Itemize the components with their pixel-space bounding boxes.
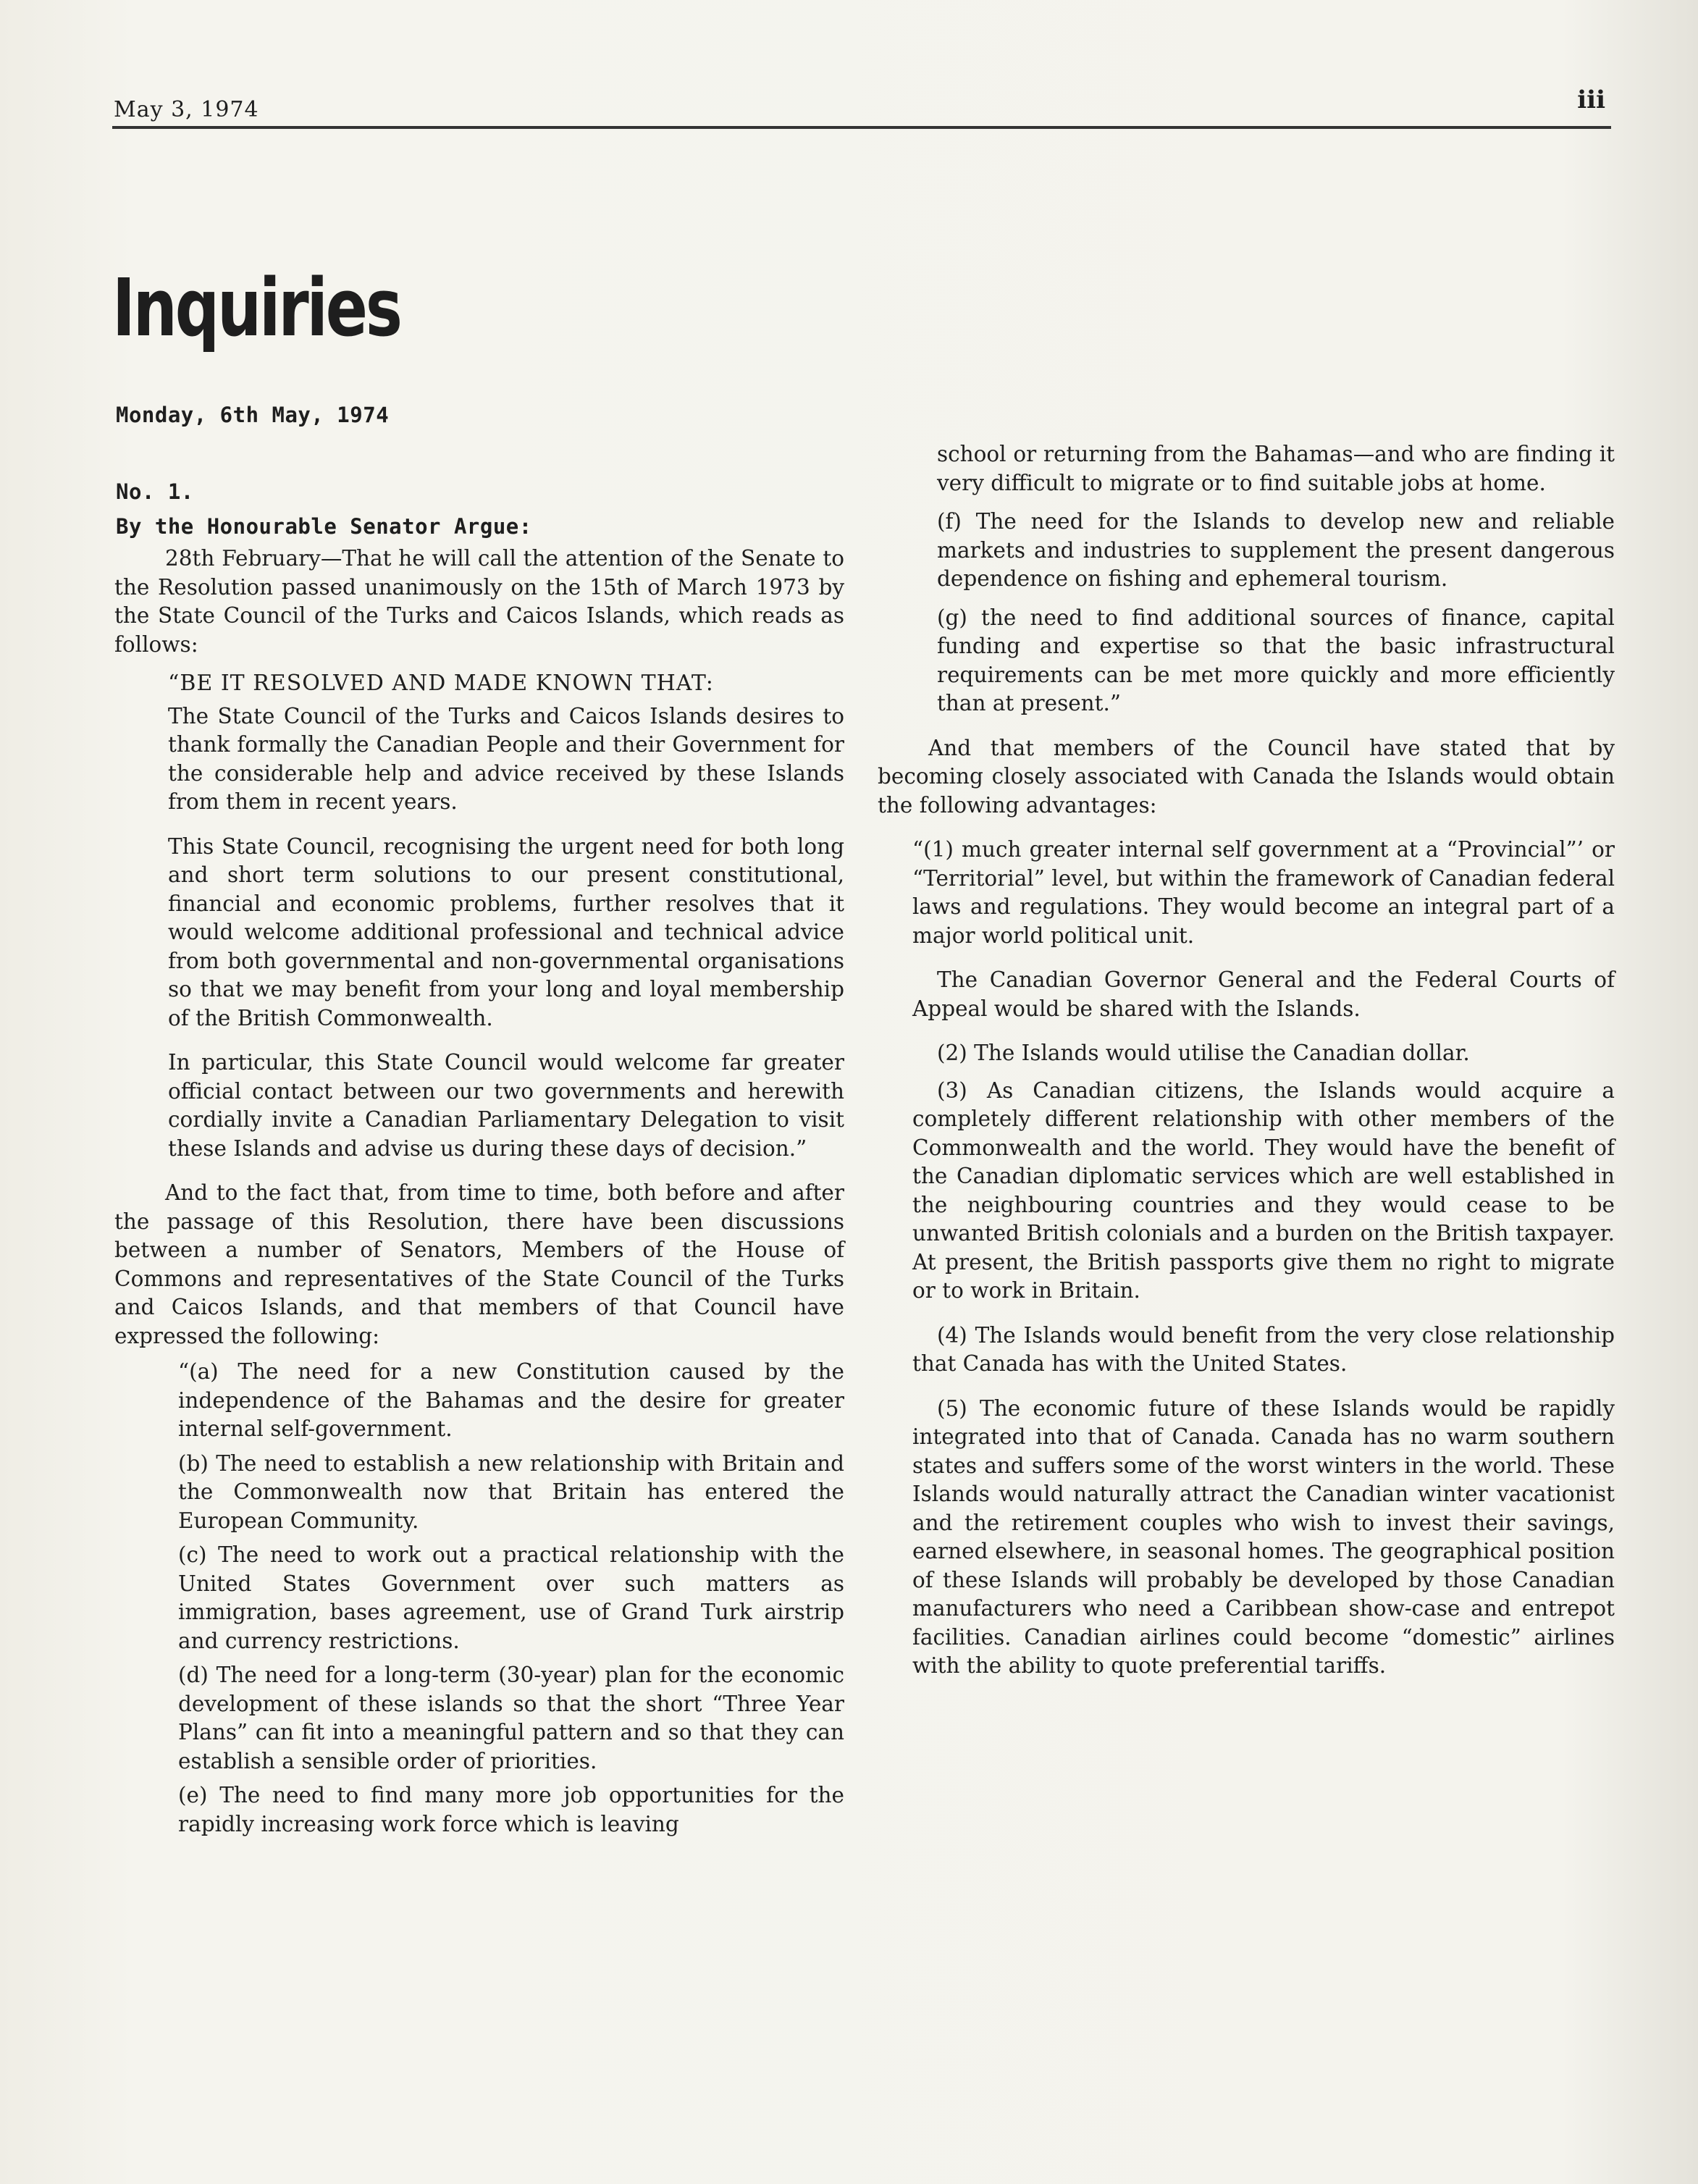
item-f: (f) The need for the Islands to develop new and reliable markets and industries to supplement the present dangerous dependence on fishing and ephemeral tourism. xyxy=(937,509,1615,591)
item-d: (d) The need for a long-term (30-year) plan for the economic development of these islands so that the short “Three Year Plans” can fit into a meaningful pattern and so that they can establish a sensible order of priorities. xyxy=(178,1663,844,1773)
sitting-date: Monday, 6th May, 1974 xyxy=(116,403,390,427)
item-g: (g) the need to find additional sources of finance, capital funding and expertise so that the basic infrastructural requirements can be met more quickly and more efficiently than at present.” xyxy=(937,605,1615,715)
inquiry-number: No. 1. xyxy=(116,479,194,504)
item-e: (e) The need to find many more job opportunities for the rapidly increasing work force which is leaving xyxy=(178,1783,844,1836)
intro-paragraph: 28th February—That he will call the attention of the Senate to the Resolution passed unanimously on the 15th of March 1973 by the State Council of the Turks and Caicos Islands, which reads as follows: xyxy=(114,546,844,657)
advantage-5: (5) The economic future of these Islands would be rapidly integrated into that of Canada. Canada has no warm southern states and suffers some of the worst winters in the world. These Islands would naturally attract the Canadian winter vacationist and the retirement couples who wish to invest their savings, earned elsewhere, in seasonal homes. The geographical position of these Islands will probably be developed by those Canadian manufacturers who need a Caribbean show-case and entrepot facilities. Canadian airlines could become “domestic” airlines with the ability to quote preferential tariffs. xyxy=(912,1395,1615,1678)
advantage-3: (3) As Canadian citizens, the Islands would acquire a completely different relationship with other members of the Commonwealth and the world. They would have the benefit of the Canadian diplomatic services which are well established in the neighbouring countries and they would cease to be unwanted British colonials and a burden on the British taxpayer. At present, the British passports give them no right to migrate or to work in Britain. xyxy=(912,1078,1615,1303)
advantages-paragraph: And that members of the Council have stated that by becoming closely associated with Canada the Islands would obtain the following advantages: xyxy=(878,735,1615,818)
resolution-paragraph-1: The State Council of the Turks and Caicos Islands desires to thank formally the Canadian People and their Government for the considerable help and advice received by these Islands from them in recent years. xyxy=(168,703,844,814)
header-date: May 3, 1974 xyxy=(114,97,259,122)
right-column xyxy=(878,440,1615,1681)
advantage-2: (2) The Islands would utilise the Canadian dollar. xyxy=(937,1041,1470,1065)
item-b: (b) The need to establish a new relationship with Britain and the Commonwealth now that Britain has entered the European Community. xyxy=(178,1450,844,1533)
resolution-paragraph-3: In particular, this State Council would welcome far greater official contact between our two governments and herewith cordially invite a Canadian Parliamentary Delegation to visit these Islands and advise us during these days of decision.” xyxy=(168,1050,844,1161)
advantage-1: “(1) much greater internal self government at a “Provincial”’ or “Territorial” level, but within the framework of Canadian federal laws and regulations. They would become an integral part of a major world political unit. xyxy=(912,837,1615,948)
resolved-heading: “BE IT RESOLVED AND MADE KNOWN THAT: xyxy=(168,671,714,696)
resolution-paragraph-2: This State Council, recognising the urgent need for both long and short term solutions to our present constitutional, financial and economic problems, further resolves that it would welcome additional professional and technical advice from both governmental and non-governmental organisations so that we may benefit from your long and loyal membership of the British Commonwealth. xyxy=(168,833,844,1030)
item-a: “(a) The need for a new Constitution caused by the independence of the Bahamas and the desire for greater internal self-government. xyxy=(178,1359,844,1441)
item-c: (c) The need to work out a practical relationship with the United States Government over such matters as immigration, bases agreement, use of Grand Turk airstrip and currency restrictions. xyxy=(178,1542,844,1653)
page-header xyxy=(112,85,1611,129)
item-e-continued: school or returning from the Bahamas—and who are finding it very difficult to migrate or to find suitable jobs at home. xyxy=(937,442,1615,495)
advantage-1-governor: The Canadian Governor General and the Federal Courts of Appeal would be shared with the Islands. xyxy=(912,967,1615,1021)
left-column xyxy=(114,545,844,1839)
advantage-4: (4) The Islands would benefit from the very close relationship that Canada has with the United States. xyxy=(912,1322,1615,1376)
inquiry-by: By the Honourable Senator Argue: xyxy=(116,514,532,539)
discussions-paragraph: And to the fact that, from time to time, both before and after the passage of this Resolution, there have been discussions between a number of Senators, Members of the House of Commons and representatives of the State Council of the Turks and Caicos Islands, and that members of that Council have expressed the following: xyxy=(114,1180,844,1348)
section-title: Inquiries xyxy=(112,261,400,354)
page-number: iii xyxy=(1577,85,1605,114)
